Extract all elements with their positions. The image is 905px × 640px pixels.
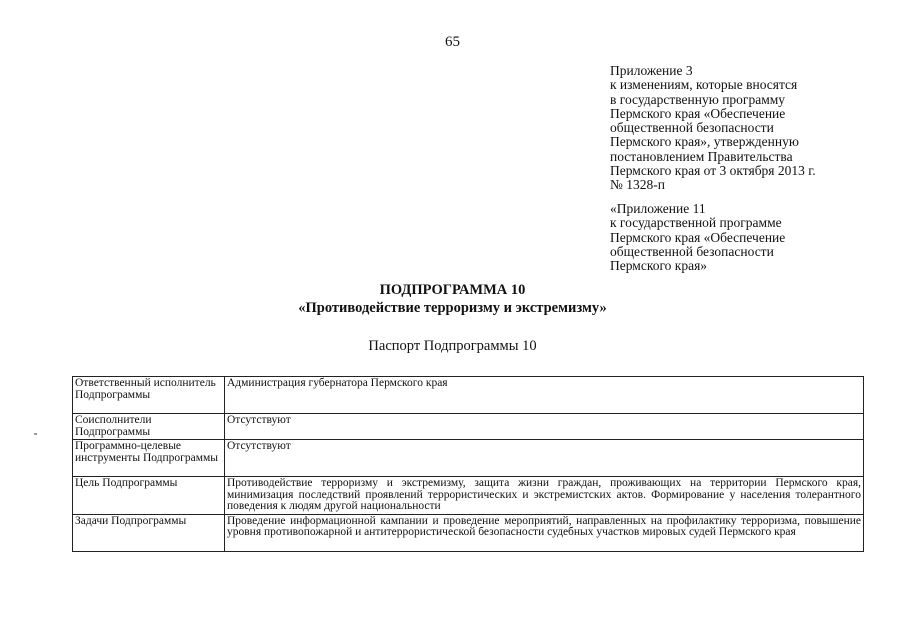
row-value: Проведение информационной кампании и проведение мероприятий, направленных на профилактику терроризма, повышение уровня противопожарной и антитеррористической безопасности судебных участков мировых судей Пермского края	[225, 514, 864, 551]
subprogram-title: ПОДПРОГРАММА 10	[379, 282, 526, 298]
table-row	[73, 377, 864, 414]
appendix-note-2-line: к государственной программе	[610, 215, 782, 231]
passport-title: Паспорт Подпрограммы 10	[368, 338, 537, 354]
table-row	[73, 477, 864, 515]
page-number: 65	[445, 34, 460, 50]
row-value: Противодействие терроризму и экстремизму, защита жизни граждан, проживающих на территории Пермского края, минимизация последствий проявлений террористических и экстремистских актов. Формирование у населения толерантного поведения к людям другой национальности	[225, 477, 864, 515]
row-value: Администрация губернатора Пермского края	[225, 377, 864, 414]
row-value: Отсутствуют	[225, 440, 864, 477]
appendix-note-line: Пермского края «Обеспечение	[610, 105, 786, 121]
subprogram-name: «Противодействие терроризму и экстремизму»	[298, 300, 607, 316]
appendix-note-line: Пермского края от 3 октября 2013 г.	[610, 163, 816, 179]
row-label: Программно-целевые инструменты Подпрограммы	[73, 440, 225, 477]
scan-speck	[34, 433, 37, 435]
appendix-note-2-line: «Приложение 11	[610, 201, 706, 216]
appendix-note	[610, 64, 816, 193]
table-row	[73, 514, 864, 551]
appendix-note-line: общественной безопасности	[610, 120, 774, 136]
row-label: Соисполнители Подпрограммы	[73, 414, 225, 440]
row-value: Отсутствуют	[225, 414, 864, 440]
appendix-note-2-line: Пермского края «Обеспечение	[610, 229, 786, 245]
passport-table	[72, 376, 864, 552]
row-label: Ответственный исполнитель Подпрограммы	[73, 377, 225, 414]
appendix-note-2	[610, 202, 785, 273]
row-label: Задачи Подпрограммы	[73, 514, 225, 551]
appendix-note-2-line: Пермского края»	[610, 258, 708, 274]
appendix-note-line: постановлением Правительства	[610, 148, 793, 164]
appendix-note-line: в государственную программу	[610, 91, 786, 107]
table-row	[73, 414, 864, 440]
appendix-note-2-line: общественной безопасности	[610, 243, 774, 259]
table-row	[73, 440, 864, 477]
row-label: Цель Подпрограммы	[73, 477, 225, 515]
appendix-note-line: Пермского края», утвержденную	[610, 134, 799, 150]
appendix-note-line: Приложение 3	[610, 63, 693, 78]
appendix-note-line: № 1328-п	[610, 177, 665, 193]
appendix-note-line: к изменениям, которые вносятся	[610, 77, 798, 93]
